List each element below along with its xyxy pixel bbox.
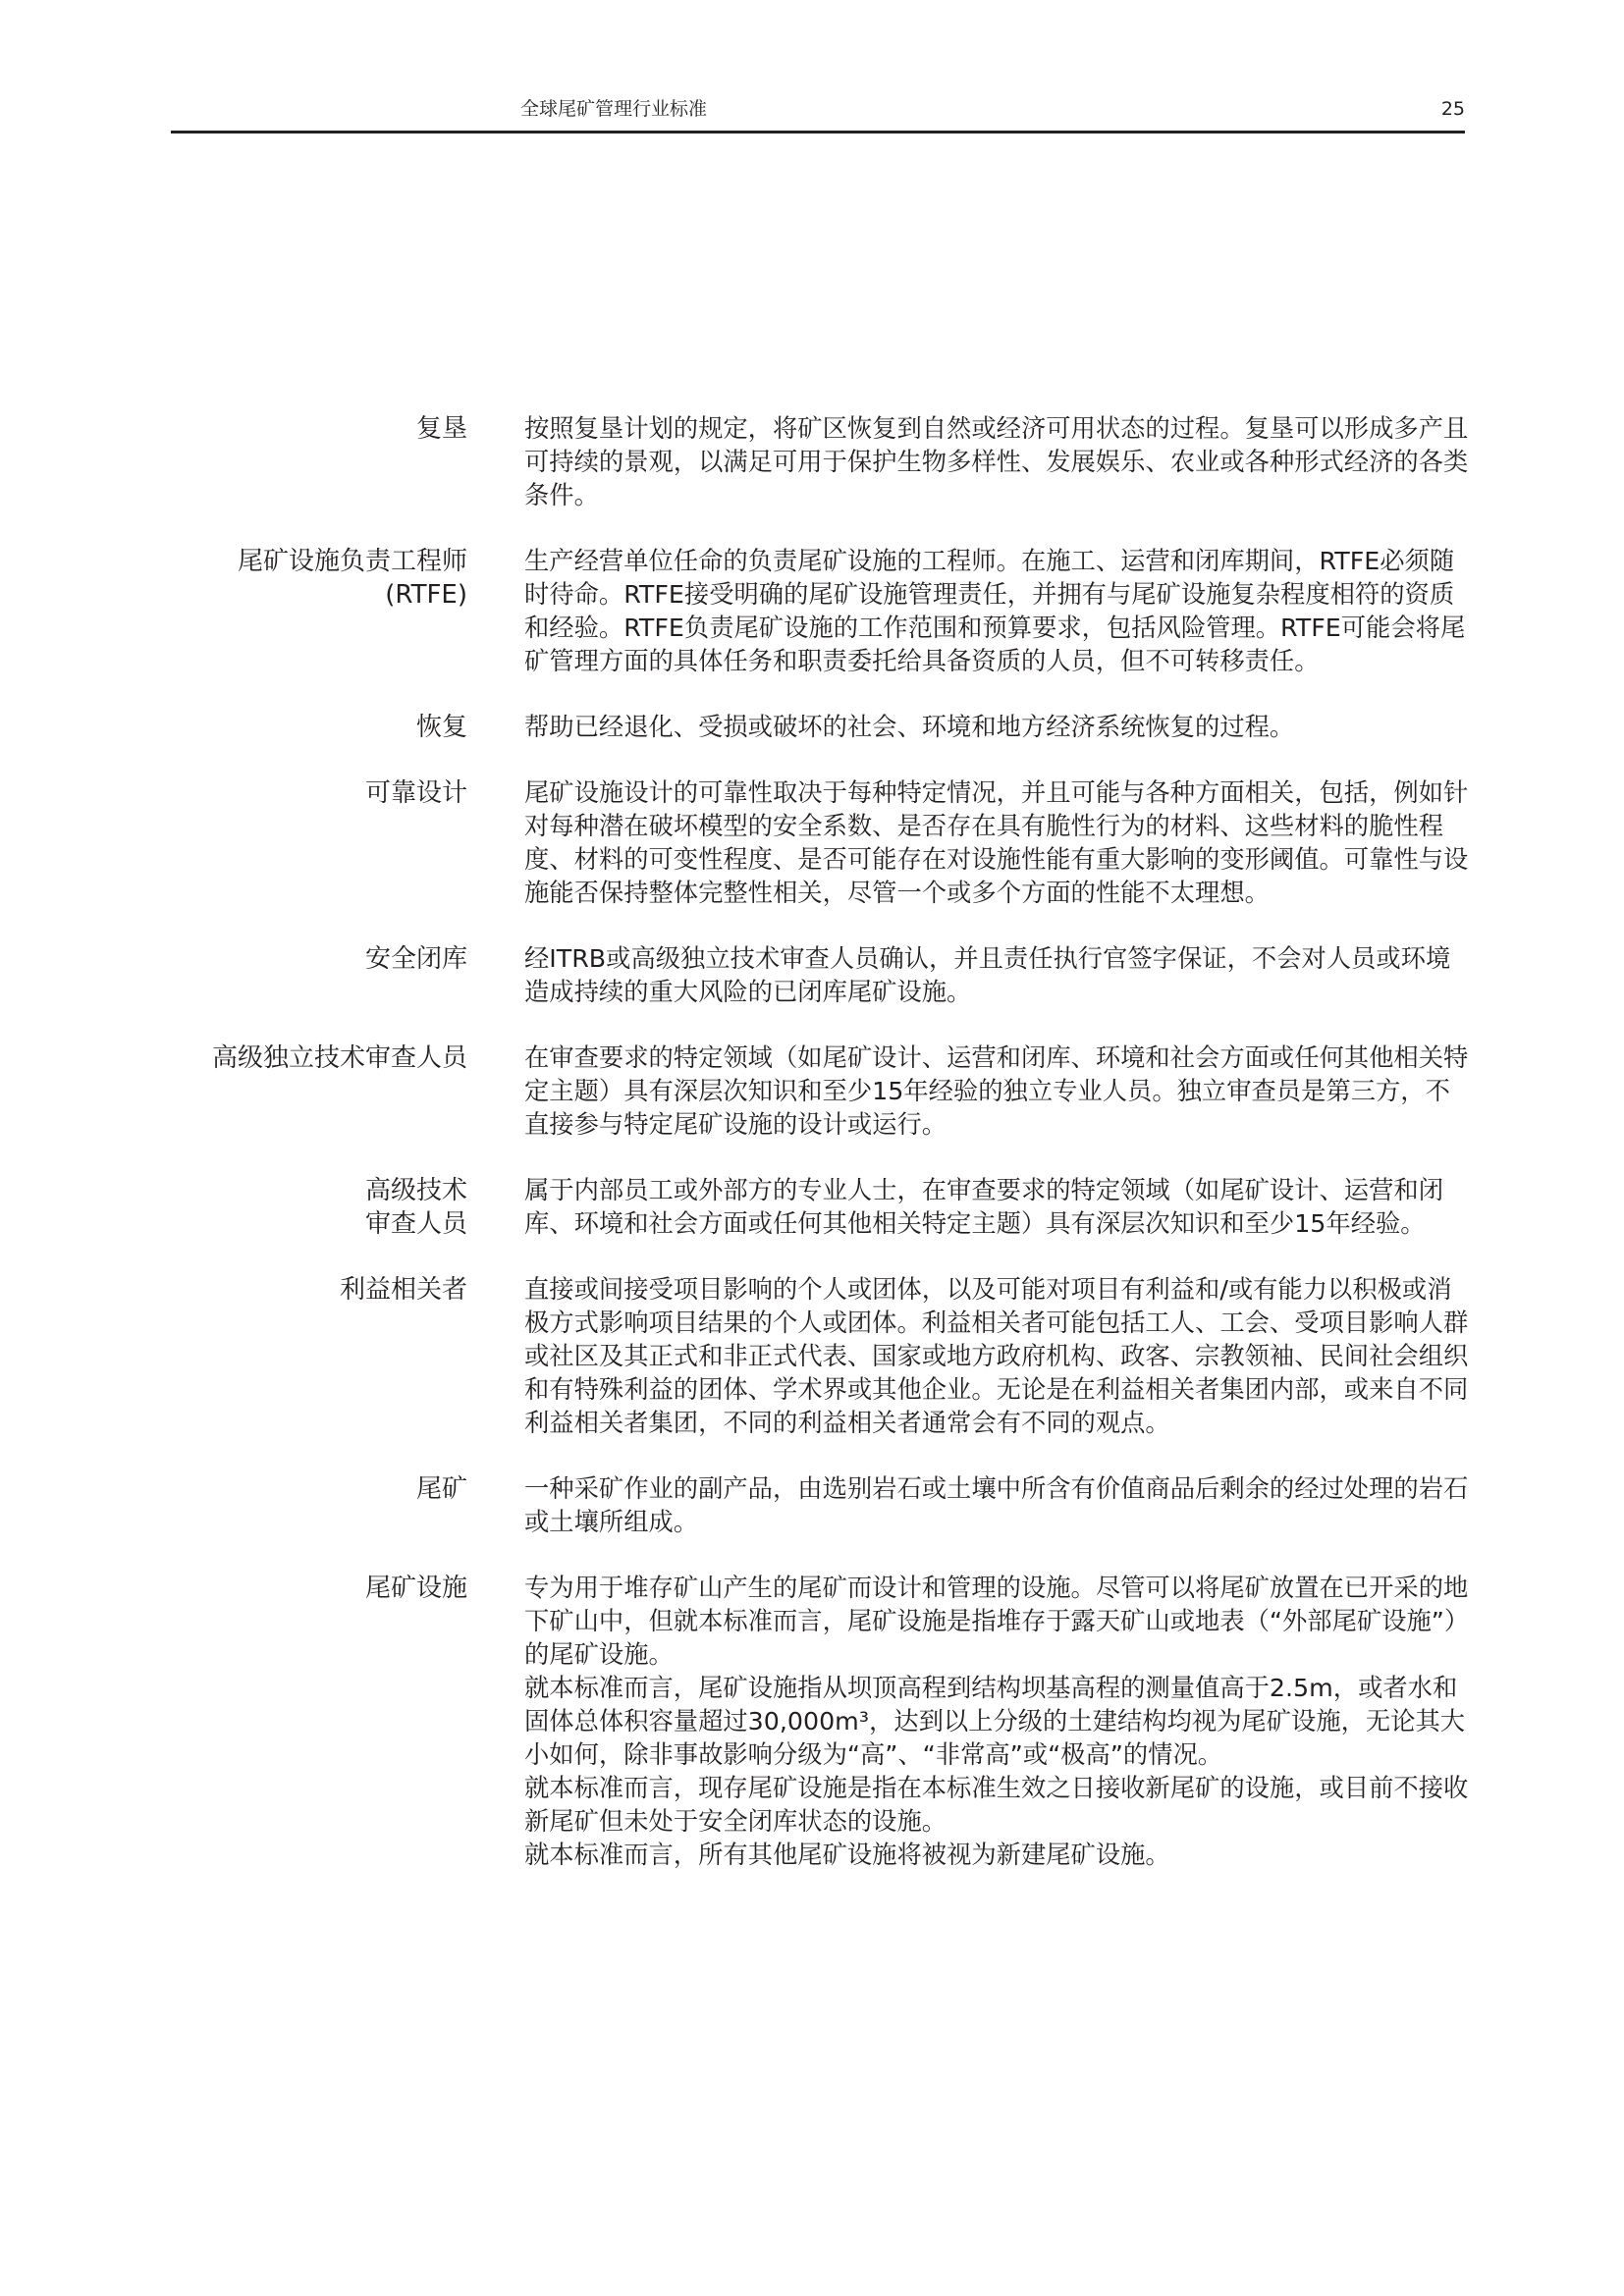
glossary-entry [0,776,1624,910]
glossary-entry [0,1041,1624,1142]
glossary-entry [0,711,1624,744]
glossary-entry [0,412,1624,512]
glossary-entry [0,545,1624,678]
term-line: 高级独立技术审查人员 [211,1043,467,1073]
term-line: 复垦 [415,414,467,444]
glossary-term [134,711,467,744]
definition-paragraph: 在审查要求的特定领域（如尾矿设计、运营和闭库、环境和社会方面或任何其他相关特定主题）具有深层次知识和至少15年经验的独立专业人员。独立审查员是第三方，不直接参与特定尾矿设施的设计或运行。 [524,1043,1469,1139]
glossary-entry [0,1472,1624,1539]
term-line: 尾矿设施负责工程师 [237,547,467,576]
glossary-term [134,1572,467,1605]
glossary-term [134,545,467,612]
definition-paragraph: 就本标准而言，尾矿设施指从坝顶高程到结构坝基高程的测量值高于2.5m，或者水和固体总体积容量超过30,000m³，达到以上分级的土建结构均视为尾矿设施，无论其大小如何，除非事故影响分级为“高”、“非常高”或“极高”的情况。 [524,1674,1466,1769]
page-number: 25 [1440,98,1465,120]
glossary-definition [524,1472,1473,1539]
glossary-term [134,1472,467,1506]
glossary-definition [524,776,1473,910]
definition-paragraph: 就本标准而言，所有其他尾矿设施将被视为新建尾矿设施。 [524,1841,1170,1869]
term-line: 高级技术 [364,1176,467,1205]
definition-paragraph: 一种采矿作业的副产品，由选别岩石或土壤中所含有价值商品后剩余的经过处理的岩石或土壤所组成。 [524,1474,1469,1536]
term-line: 恢复 [415,713,467,742]
term-line: 利益相关者 [339,1275,467,1305]
running-header-title: 全球尾矿管理行业标准 [520,98,708,120]
glossary-definition [524,711,1473,744]
glossary-definition [524,1174,1473,1241]
definition-paragraph: 专为用于堆存矿山产生的尾矿而设计和管理的设施。尽管可以将尾矿放置在已开采的地下矿山中，但就本标准而言，尾矿设施是指堆存于露天矿山或地表（“外部尾矿设施”）的尾矿设施。 [524,1574,1470,1669]
glossary-definition [524,545,1473,678]
term-line: 尾矿设施 [364,1574,467,1603]
header-rule [171,131,1465,133]
page-header [171,94,1465,133]
glossary-entry [0,1572,1624,1872]
glossary-term [134,412,467,446]
glossary [0,412,1624,1904]
glossary-entry [0,1174,1624,1241]
definition-paragraph: 就本标准而言，现存尾矿设施是指在本标准生效之日接收新尾矿的设施，或目前不接收新尾矿但未处于安全闭库状态的设施。 [524,1774,1469,1836]
glossary-definition [524,412,1473,512]
term-line: 审查人员 [364,1209,467,1239]
glossary-entry [0,1273,1624,1440]
definition-paragraph: 生产经营单位任命的负责尾矿设施的工程师。在施工、运营和闭库期间，RTFE必须随时待命。RTFE接受明确的尾矿设施管理责任，并拥有与尾矿设施复杂程度相符的资质和经验。RTFE负责尾矿设施的工作范围和预算要求，包括风险管理。RTFE可能会将尾矿管理方面的具体任务和职责委托给具备资质的人员，但不可转移责任。 [524,547,1466,675]
glossary-definition [524,942,1473,1009]
definition-paragraph: 直接或间接受项目影响的个人或团体，以及可能对项目有利益和/或有能力以积极或消极方式影响项目结果的个人或团体。利益相关者可能包括工人、工会、受项目影响人群或社区及其正式和非正式代表、国家或地方政府机构、政客、宗教领袖、民间社会组织和有特殊利益的团体、学术界或其他企业。无论是在利益相关者集团内部，或来自不同利益相关者集团，不同的利益相关者通常会有不同的观点。 [524,1275,1469,1437]
definition-paragraph: 按照复垦计划的规定，将矿区恢复到自然或经济可用状态的过程。复垦可以形成多产且可持续的景观，以满足可用于保护生物多样性、发展娱乐、农业或各种形式经济的各类条件。 [524,414,1469,509]
definition-paragraph: 属于内部员工或外部方的专业人士，在审查要求的特定领域（如尾矿设计、运营和闭库、环境和社会方面或任何其他相关特定主题）具有深层次知识和至少15年经验。 [524,1176,1443,1238]
glossary-term [134,776,467,810]
glossary-term [134,1273,467,1307]
glossary-entry [0,942,1624,1009]
term-line: 尾矿 [415,1474,467,1504]
term-line: (RTFE) [385,580,467,610]
glossary-definition [524,1273,1473,1440]
glossary-definition [524,1041,1473,1142]
glossary-term [134,942,467,976]
glossary-definition [524,1572,1473,1872]
term-line: 安全闭库 [364,944,467,974]
glossary-term [134,1174,467,1241]
definition-paragraph: 尾矿设施设计的可靠性取决于每种特定情况，并且可能与各种方面相关，包括，例如针对每种潜在破坏模型的安全系数、是否存在具有脆性行为的材料、这些材料的脆性程度、材料的可变性程度、是否可能存在对设施性能有重大影响的变形阈值。可靠性与设施能否保持整体完整性相关，尽管一个或多个方面的性能不太理想。 [524,778,1469,907]
glossary-term [134,1041,467,1075]
definition-paragraph: 经ITRB或高级独立技术审查人员确认，并且责任执行官签字保证，不会对人员或环境造成持续的重大风险的已闭库尾矿设施。 [524,944,1451,1006]
term-line: 可靠设计 [364,778,467,808]
definition-paragraph: 帮助已经退化、受损或破坏的社会、环境和地方经济系统恢复的过程。 [524,713,1295,741]
